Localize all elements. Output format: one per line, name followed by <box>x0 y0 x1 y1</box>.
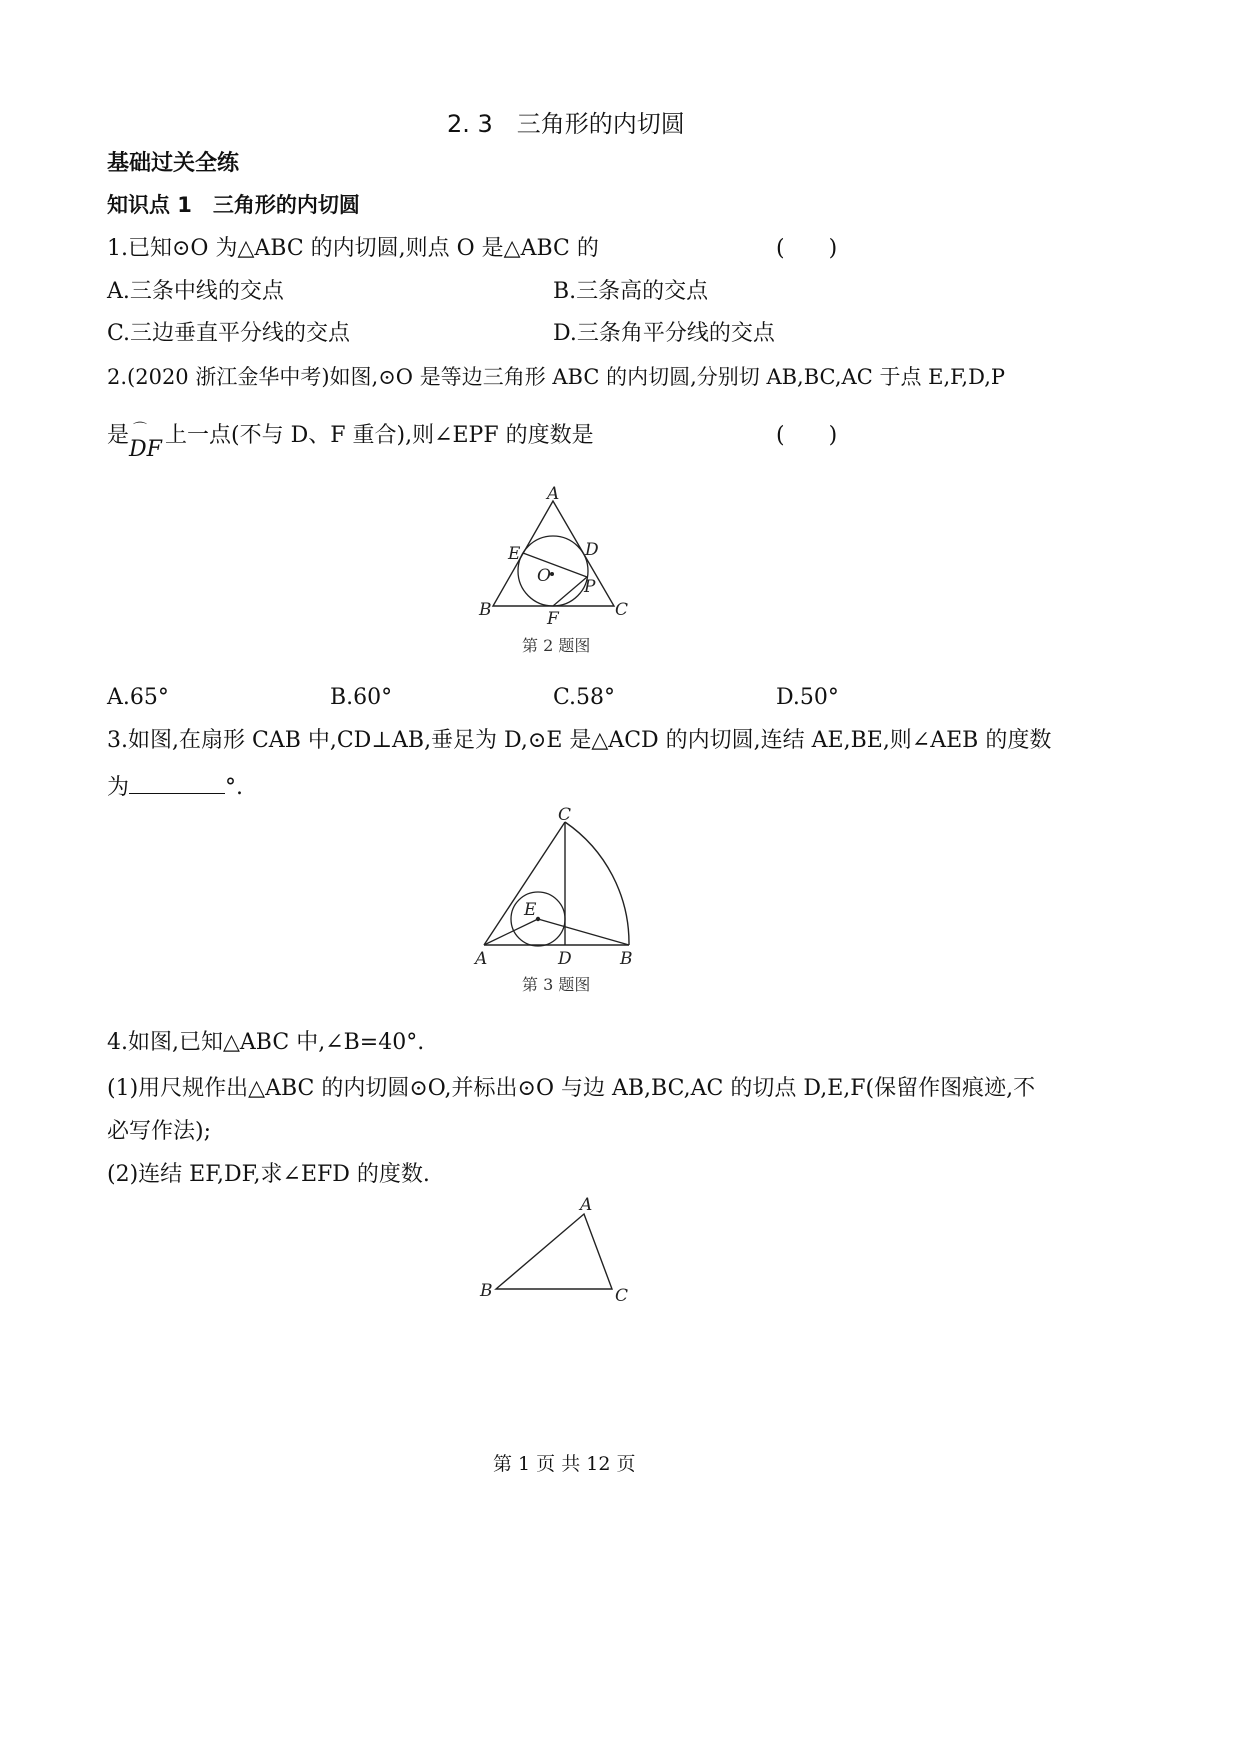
label-a: A <box>475 949 488 969</box>
label-f: F <box>547 609 559 629</box>
label-c: C <box>615 1286 629 1306</box>
q3-stem-line2 <box>107 773 243 799</box>
q4-part2: (2)连结 EF,DF,求∠EFD 的度数. <box>107 1162 430 1187</box>
label-b: B <box>480 1281 493 1301</box>
q1-option-a: A.三条中线的交点 <box>107 279 284 304</box>
label-b: B <box>479 600 492 620</box>
q3-figure <box>465 803 645 971</box>
q3-stem-line1: 3.如图,在扇形 CAB 中,CD⊥AB,垂足为 D,⊙E 是△ACD 的内切圆,连结 AE,BE,则∠AEB 的度数 <box>107 728 1052 753</box>
q2-stem-line1: 2.(2020 浙江金华中考)如图,⊙O 是等边三角形 ABC 的内切圆,分别切 AB,BC,AC 于点 E,F,D,P <box>107 365 1006 389</box>
q2-line2-prefix: 是 <box>107 423 130 448</box>
segment-ep <box>523 553 587 577</box>
incenter-dot <box>536 917 540 921</box>
q2-option-a: A.65° <box>107 685 169 710</box>
label-o: O <box>537 566 551 586</box>
label-p: P <box>584 577 596 597</box>
q2-answer-paren: ( ) <box>776 423 838 448</box>
q3-figure-caption: 第 3 题图 <box>522 975 591 994</box>
q2-figure-caption: 第 2 题图 <box>522 636 591 655</box>
q4-part1-line2: 必写作法); <box>107 1119 211 1144</box>
arc-df-text: DF <box>129 437 162 462</box>
page-title: 2. 3 三角形的内切圆 <box>447 110 685 138</box>
q3-line2-suffix: °. <box>225 775 244 800</box>
label-b: B <box>620 949 633 969</box>
q1-answer-paren: ( ) <box>776 236 838 261</box>
q2-stem-line2 <box>107 422 594 462</box>
q1-option-c: C.三边垂直平分线的交点 <box>107 321 351 346</box>
q2-option-b: B.60° <box>330 685 393 710</box>
arc-cb <box>565 822 629 945</box>
page-footer: 第 1 页 共 12 页 <box>493 1453 636 1475</box>
q1-option-b: B.三条高的交点 <box>553 279 709 304</box>
label-d: D <box>558 949 572 969</box>
q2-option-d: D.50° <box>776 685 839 710</box>
segment-be <box>538 919 629 945</box>
section-heading: 基础过关全练 <box>107 151 240 176</box>
q2-line2-suffix: 上一点(不与 D、F 重合),则∠EPF 的度数是 <box>165 423 594 448</box>
segment-ac <box>484 822 565 945</box>
q1-stem: 1.已知⊙O 为△ABC 的内切圆,则点 O 是△ABC 的 <box>107 236 599 261</box>
q2-figure <box>470 485 640 630</box>
label-c: C <box>558 805 572 825</box>
q4-stem: 4.如图,已知△ABC 中,∠B=40°. <box>107 1030 425 1055</box>
q2-option-c: C.58° <box>553 685 616 710</box>
knowledge-point-heading: 知识点 1 三角形的内切圆 <box>107 193 360 217</box>
arc-df-label: ⌒ DF <box>129 422 162 462</box>
label-e: E <box>524 900 537 920</box>
label-e: E <box>508 544 521 564</box>
q3-answer-blank <box>129 773 225 794</box>
incircle-o <box>518 536 588 606</box>
label-a: A <box>547 485 560 504</box>
label-a: A <box>580 1195 593 1215</box>
triangle-abc <box>496 1214 612 1289</box>
label-c: C <box>615 600 629 620</box>
q1-option-d: D.三条角平分线的交点 <box>553 321 775 346</box>
q3-line2-prefix: 为 <box>107 775 130 800</box>
q4-part1-line1: (1)用尺规作出△ABC 的内切圆⊙O,并标出⊙O 与边 AB,BC,AC 的切点 D,E,F(保留作图痕迹,不 <box>107 1076 1036 1101</box>
q4-figure <box>470 1192 640 1307</box>
label-d: D <box>585 540 599 560</box>
